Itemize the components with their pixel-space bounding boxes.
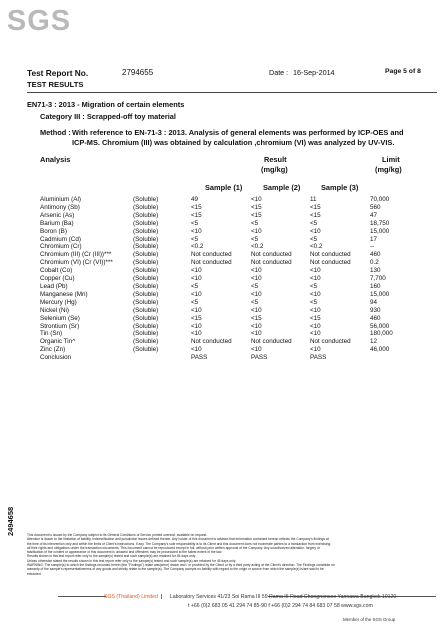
sample-2-result: <5 <box>251 298 259 306</box>
sample-3-result: <5 <box>310 235 318 243</box>
limit-unit: (mg/kg) <box>375 165 402 174</box>
table-row <box>40 259 420 267</box>
limit-value: 94 <box>370 298 378 306</box>
method-label: Method : <box>40 128 71 137</box>
limit-value: 15,000 <box>370 227 390 235</box>
sample-3-result: <15 <box>310 203 321 211</box>
solubility: (Soluble) <box>133 298 159 306</box>
solubility: (Soluble) <box>133 275 159 283</box>
solubility: (Soluble) <box>133 219 159 227</box>
sample-2-result: <15 <box>251 314 262 322</box>
sample-3-result: Not conducted <box>310 259 351 267</box>
sample-1-result: Not conducted <box>191 259 232 267</box>
limit-value <box>370 354 420 362</box>
table-row <box>40 220 420 228</box>
element-name: Chromium (III) (Cr (III))*** <box>40 251 112 259</box>
solubility: (Soluble) <box>133 282 159 290</box>
fine-print <box>27 533 437 576</box>
report-date: 16-Sep-2014 <box>293 68 335 77</box>
table-row <box>40 346 420 354</box>
sample-1-result: <10 <box>191 322 202 330</box>
solubility: (Soluble) <box>133 243 159 251</box>
fine-print-line: Results shown in this test report refer only to the sample(s) tested and such sample(s) are retained for 45 days only. <box>27 554 196 559</box>
solubility: (Soluble) <box>133 211 159 219</box>
limit-value: 15,000 <box>370 290 390 298</box>
footer-address-line <box>104 594 396 600</box>
table-row <box>40 267 420 275</box>
limit-value: 160 <box>370 282 381 290</box>
company-address: Laboratory Services 41/23 Soi Rama III 59 Rama III Road Chongnonsee Yannawa Bangkok 10120 <box>169 594 397 600</box>
sample-1-result: <10 <box>191 306 202 314</box>
sample-3-result: <5 <box>310 282 318 290</box>
sample-2-result: <0.2 <box>251 243 264 251</box>
sgs-logo: SGS <box>6 4 72 37</box>
sample-1-result: <10 <box>191 227 202 235</box>
solubility: (Soluble) <box>133 346 159 354</box>
solubility: (Soluble) <box>133 203 159 211</box>
solubility: (Soluble) <box>133 259 159 267</box>
limit-value: 930 <box>370 306 381 314</box>
solubility: (Soluble) <box>133 338 159 346</box>
solubility <box>133 354 191 362</box>
solubility: (Soluble) <box>133 227 159 235</box>
sample-2-result: <10 <box>251 322 262 330</box>
element-name: Mercury (Hg) <box>40 298 77 306</box>
sample-2-result: <10 <box>251 330 262 338</box>
limit-value: 12 <box>370 338 378 346</box>
sample-3-result: <10 <box>310 227 321 235</box>
element-name: Tin (Sn) <box>40 330 63 338</box>
fine-print-line: falsification of the content or appearance of this document is unlawful and offenders may be prosecuted to the fullest extent of the law. <box>27 550 223 555</box>
sample-2-result: Not conducted <box>251 338 292 346</box>
page-number: Page 5 of 8 <box>385 68 421 75</box>
sample-1-result: <5 <box>191 219 199 227</box>
sample-1-result: <0.2 <box>191 243 204 251</box>
sample-3-result: PASS <box>310 354 327 362</box>
header-divider <box>27 92 437 93</box>
table-row <box>40 330 420 338</box>
fine-print-line: extracted. <box>27 571 42 576</box>
test-title: EN71-3 : 2013 - Migration of certain elements <box>27 100 185 109</box>
element-name: Arsenic (As) <box>40 211 75 219</box>
table-row <box>40 338 420 346</box>
sample-3-result: <10 <box>310 346 321 354</box>
sample-3-result: Not conducted <box>310 251 351 259</box>
sample-2-result: <10 <box>251 346 262 354</box>
sample-3-result: <5 <box>310 298 318 306</box>
sample-2-result: <10 <box>251 227 262 235</box>
sample-1-result: PASS <box>191 354 208 362</box>
solubility: (Soluble) <box>133 196 159 203</box>
limit-value: 46,000 <box>370 346 390 354</box>
limit-value: -- <box>370 243 375 251</box>
sample-2-result: <10 <box>251 290 262 298</box>
sample-3-result: <10 <box>310 275 321 283</box>
sample-2-result: <10 <box>251 306 262 314</box>
company-name: SGS (Thailand) Limited <box>104 594 158 600</box>
sample-2-result: <15 <box>251 211 262 219</box>
table-row <box>40 315 420 323</box>
sample-1-result: <10 <box>191 267 202 275</box>
element-name: Cobalt (Co) <box>40 267 73 275</box>
results-table <box>40 196 420 362</box>
limit-header: Limit <box>382 155 400 164</box>
table-row <box>40 299 420 307</box>
element-name: Chromium (VI) (Cr (VI))*** <box>40 259 113 267</box>
limit-value: 0.2 <box>370 259 379 267</box>
report-number-label: Test Report No. <box>27 68 89 78</box>
element-name: Boron (B) <box>40 227 67 235</box>
report-number: 2794655 <box>122 68 154 77</box>
limit-value: 560 <box>370 203 381 211</box>
footer-separator <box>161 594 166 599</box>
table-row <box>40 283 420 291</box>
sample-1-result: <10 <box>191 275 202 283</box>
table-row <box>40 323 420 331</box>
fine-print-line: the time of its intervention only and within the limits of Client's instructions, if any. The Company's sole responsibility is to its Client and this document does not exonerate parties to a transaction from exercising <box>27 541 331 546</box>
sample-3-result: Not conducted <box>310 338 351 346</box>
sample-2-result: <5 <box>251 235 259 243</box>
table-row <box>40 236 420 244</box>
sample-1-result: <10 <box>191 346 202 354</box>
sample-2-result: <10 <box>251 275 262 283</box>
sample-2-result: <10 <box>251 196 262 203</box>
company-contact: t +66 (0)2 683 05 41 294 74 85-90 f +66 (0)2 294 74 84 683 07 58 www.sgs.com <box>188 603 373 609</box>
table-row <box>40 354 420 362</box>
limit-value: 70,000 <box>370 196 390 203</box>
solubility: (Soluble) <box>133 290 159 298</box>
solubility: (Soluble) <box>133 330 159 338</box>
fine-print-line: This document is issued by the Company subject to its General Conditions of Service printed overleaf, available on request. <box>27 533 208 537</box>
sample-2-result: Not conducted <box>251 251 292 259</box>
table-row <box>40 275 420 283</box>
sample-1-result: Not conducted <box>191 251 232 259</box>
element-name: Nickel (Ni) <box>40 306 70 314</box>
element-name: Strontium (Sr) <box>40 322 80 330</box>
table-row <box>40 291 420 299</box>
result-unit: (mg/kg) <box>261 165 288 174</box>
limit-value: 130 <box>370 267 381 275</box>
fine-print-line: Attention is drawn to the limitation of liability, indemnification and jurisdiction issues defined therein. Any holder of this document is advised that information contained hereon reflects the Company's findings at <box>27 537 329 542</box>
element-name: Copper (Cu) <box>40 275 75 283</box>
sample-3-result: <10 <box>310 290 321 298</box>
sample-2-result: <5 <box>251 219 259 227</box>
sample-1-result: <10 <box>191 330 202 338</box>
sample-2-header: Sample (2) <box>263 183 301 192</box>
solubility: (Soluble) <box>133 314 159 322</box>
sample-3-result: <10 <box>310 267 321 275</box>
limit-value: 460 <box>370 314 381 322</box>
date-label: Date : <box>269 68 289 77</box>
sample-1-result: <5 <box>191 235 199 243</box>
fine-print-line: Unless otherwise stated the results shown in this test report refer only to the sample(s) tested and such sample(s) are retained for 45 days only. <box>27 558 237 563</box>
element-name: Lead (Pb) <box>40 282 68 290</box>
section-title: TEST RESULTS <box>27 80 84 89</box>
table-row <box>40 228 420 236</box>
element-name: Conclusion <box>40 354 72 362</box>
side-document-number: 2494658 <box>6 506 15 536</box>
sample-2-result: <5 <box>251 282 259 290</box>
sample-3-result: <0.2 <box>310 243 323 251</box>
sample-3-result: <10 <box>310 306 321 314</box>
sample-1-result: <5 <box>191 282 199 290</box>
fine-print-line: WARNING: The sample(s) to which the findings recorded herein (the "Findings") relate was(were) drawn and / or provided by the Client or by a third party acting at the Client's direction. The Findings constitute no <box>27 563 335 568</box>
sample-3-result: <15 <box>310 211 321 219</box>
sample-1-header: Sample (1) <box>205 183 243 192</box>
sample-1-result: <15 <box>191 203 202 211</box>
sample-2-result: PASS <box>251 354 268 362</box>
limit-value: 56,000 <box>370 322 390 330</box>
table-row <box>40 212 420 220</box>
element-name: Cadmium (Cd) <box>40 235 81 243</box>
element-name: Antimony (Sb) <box>40 203 80 211</box>
sample-3-result: 11 <box>310 196 317 203</box>
sample-3-result: <15 <box>310 314 321 322</box>
solubility: (Soluble) <box>133 267 159 275</box>
solubility: (Soluble) <box>133 235 159 243</box>
table-row <box>40 204 420 212</box>
sample-1-result: <15 <box>191 314 202 322</box>
table-row <box>40 307 420 315</box>
sample-2-result: <10 <box>251 267 262 275</box>
element-name: Barium (Ba) <box>40 219 74 227</box>
table-row <box>40 243 420 251</box>
solubility: (Soluble) <box>133 306 159 314</box>
footer-rule-left <box>58 596 106 597</box>
result-header: Result <box>264 155 287 164</box>
method-line-1: With reference to EN-71-3 : 2013. Analysis of general elements was performed by ICP-OES and <box>72 128 404 137</box>
limit-value: 17 <box>370 235 378 243</box>
element-name: Zinc (Zn) <box>40 346 66 354</box>
limit-value: 18,750 <box>370 219 390 227</box>
sample-1-result: Not conducted <box>191 338 232 346</box>
solubility: (Soluble) <box>133 251 159 259</box>
test-category: Category III : Scrapped-off toy material <box>40 112 176 121</box>
sample-3-result: <10 <box>310 322 321 330</box>
limit-value: 460 <box>370 251 381 259</box>
limit-value: 7,700 <box>370 275 386 283</box>
table-row <box>40 251 420 259</box>
limit-value: 47 <box>370 211 378 219</box>
fine-print-line: all their rights and obligations under the transaction documents. This document cannot be reproduced except in full, without prior written approval of the Company. Any unauthorized alteration, forgery or <box>27 545 320 550</box>
sample-3-header: Sample (3) <box>321 183 359 192</box>
fine-print-line: warranty of the sample's representativeness of any goods and strictly relate to the sample(s). The Company accepts no liability with regard to the origin or source from which the sample(s) is/are said to be <box>27 567 324 572</box>
sample-1-result: 49 <box>191 196 199 203</box>
analysis-header: Analysis <box>40 155 71 164</box>
solubility: (Soluble) <box>133 322 159 330</box>
sample-2-result: Not conducted <box>251 259 292 267</box>
sample-2-result: <15 <box>251 203 262 211</box>
method-line-2: ICP-MS. Chromium (III) was obtained by calculation ,chromium (VI) was analyzed by UV-VIS. <box>72 138 395 147</box>
element-name: Organic Tin^ <box>40 338 76 346</box>
sample-3-result: <5 <box>310 219 318 227</box>
element-name: Chromium (Cr) <box>40 243 82 251</box>
member-of-sgs-group: Member of the SGS Group <box>343 617 396 622</box>
table-row <box>40 196 420 204</box>
sample-3-result: <10 <box>310 330 321 338</box>
sample-1-result: <15 <box>191 211 202 219</box>
element-name: Selenium (Se) <box>40 314 80 322</box>
limit-value: 180,000 <box>370 330 393 338</box>
sample-1-result: <10 <box>191 290 202 298</box>
element-name: Manganese (Mn) <box>40 290 88 298</box>
element-name: Aluminium (Al) <box>40 196 81 203</box>
sample-1-result: <5 <box>191 298 199 306</box>
